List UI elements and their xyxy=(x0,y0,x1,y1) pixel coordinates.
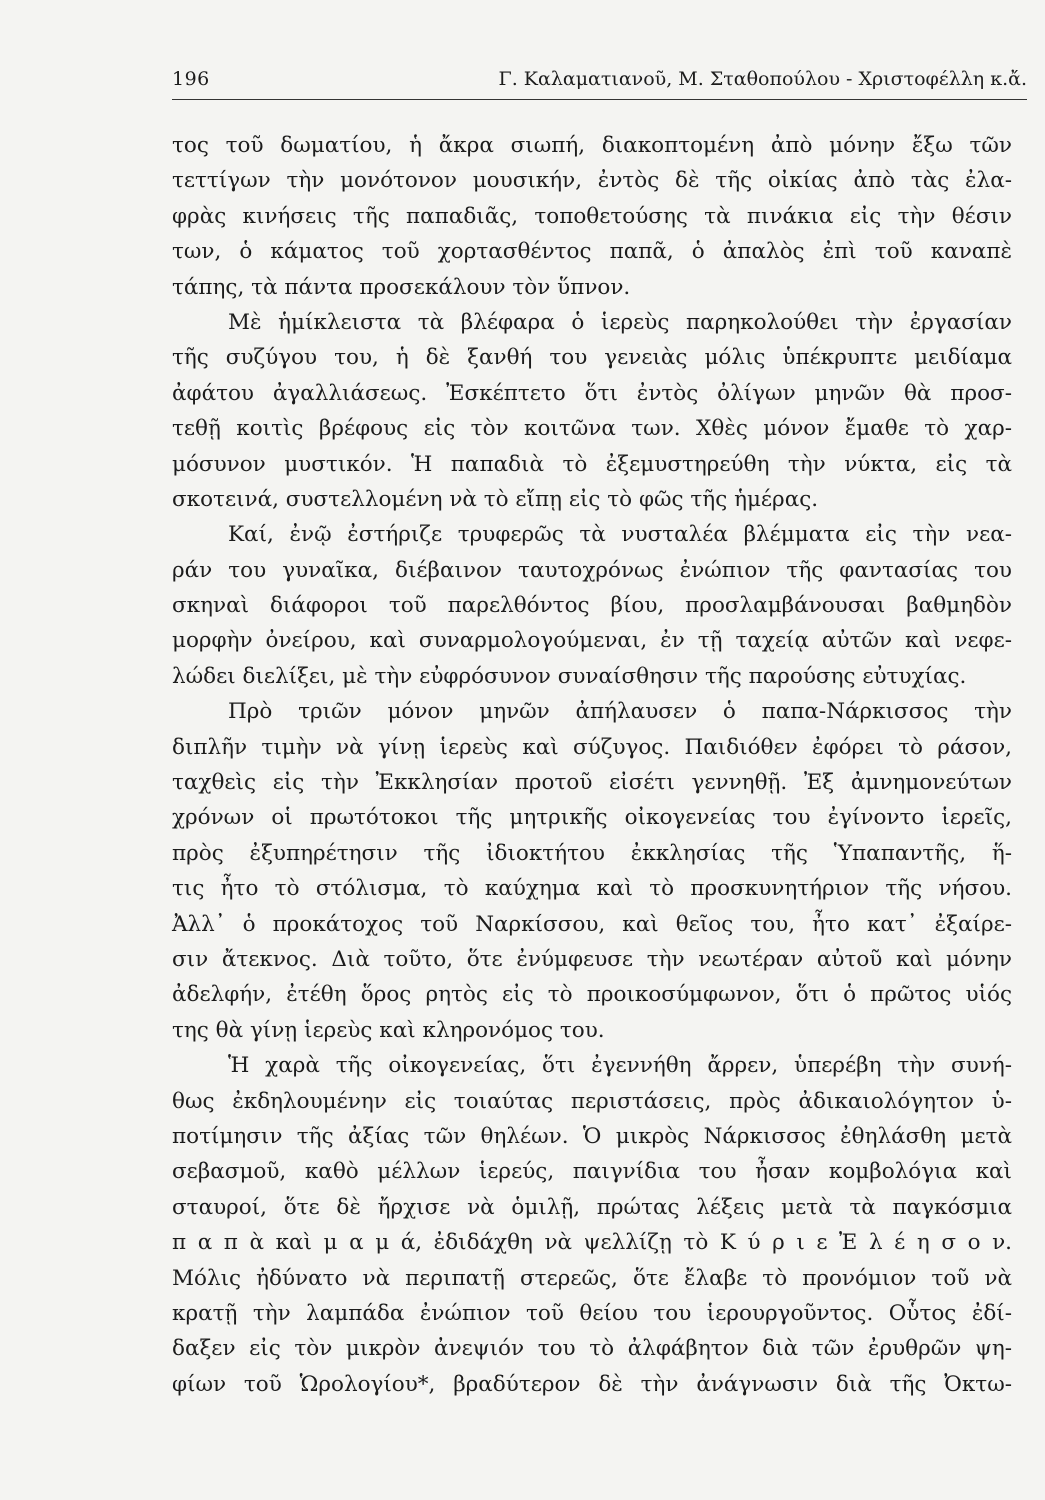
text-line: της θὰ γίνῃ ἱερεὺς καὶ κληρονόμος του. xyxy=(172,1017,605,1043)
text-line: μόσυνον μυστικόν. Ἡ παπαδιὰ τὸ ἐξεμυστηρεύθη τὴν νύκτα, εἰς τὰ xyxy=(172,451,1012,477)
header-rule xyxy=(172,99,1027,100)
text-line: ταχθεὶς εἰς τὴν Ἐκκλησίαν προτοῦ εἰσέτι γεννηθῇ. Ἐξ ἀμνημονεύτων xyxy=(172,770,1012,796)
text-line: φρὰς κινήσεις τῆς παπαδιᾶς, τοποθετούσης τὰ πινάκια εἰς τὴν θέσιν xyxy=(172,203,1012,229)
text-line: δαξεν εἰς τὸν μικρὸν ἀνεψιόν του τὸ ἀλφάβητον διὰ τῶν ἐρυθρῶν ψη- xyxy=(172,1336,1012,1362)
paragraph-start-line: Μὲ ἡμίκλειστα τὰ βλέφαρα ὁ ἱερεὺς παρηκολούθει τὴν ἐργασίαν xyxy=(228,309,1012,335)
text-line: σκηναὶ διάφοροι τοῦ παρελθόντος βίου, προσλαμβάνουσαι βαθμηδὸν xyxy=(172,593,1012,619)
text-line: πρὸς ἐξυπηρέτησιν τῆς ἰδιοκτήτου ἐκκλησίας τῆς Ὑπαπαντῆς, ἥ- xyxy=(172,840,1012,866)
page-number: 196 xyxy=(172,68,210,90)
text-line: σκοτεινά, συστελλομένη νὰ τὸ εἴπῃ εἰς τὸ φῶς τῆς ἡμέρας. xyxy=(172,486,819,512)
text-line: ποτίμησιν τῆς ἀξίας τῶν θηλέων. Ὁ μικρὸς Νάρκισσος ἐθηλάσθη μετὰ xyxy=(172,1123,1012,1149)
text-line: ἀφάτου ἀγαλλιάσεως. Ἐσκέπτετο ὅτι ἐντὸς ὀλίγων μηνῶν θὰ προσ- xyxy=(172,380,1012,406)
text-line: σιν ἄτεκνος. Διὰ τοῦτο, ὅτε ἐνύμφευσε τὴν νεωτέραν αὐτοῦ καὶ μόνην xyxy=(172,946,1012,972)
text-line: ἀδελφήν, ἐτέθη ὅρος ρητὸς εἰς τὸ προικοσύμφωνον, ὅτι ὁ πρῶτος υἱός xyxy=(172,982,1012,1008)
text-line: χρόνων οἱ πρωτότοκοι τῆς μητρικῆς οἰκογενείας του ἐγίνοντο ἱερεῖς, xyxy=(172,805,1012,831)
body-text xyxy=(172,128,1012,1402)
text-line: ράν του γυναῖκα, διέβαινον ταυτοχρόνως ἐνώπιον τῆς φαντασίας του xyxy=(172,557,1012,583)
text-line: τῆς συζύγου του, ἡ δὲ ξανθή του γενειὰς μόλις ὑπέκρυπτε μειδίαμα xyxy=(172,345,1012,371)
text-line: κρατῇ τὴν λαμπάδα ἐνώπιον τοῦ θείου του ἱερουργοῦντος. Οὗτος ἐδί- xyxy=(172,1300,1012,1326)
paragraph-start-line: Πρὸ τριῶν μόνον μηνῶν ἀπήλαυσεν ὁ παπα-Νάρκισσος τὴν xyxy=(228,699,1012,725)
text-line: σταυροί, ὅτε δὲ ἤρχισε νὰ ὁμιλῇ, πρώτας λέξεις μετὰ τὰ παγκόσμια xyxy=(172,1194,1012,1220)
text-line: Μόλις ἠδύνατο νὰ περιπατῇ στερεῶς, ὅτε ἔλαβε τὸ προνόμιον τοῦ νὰ xyxy=(172,1265,1012,1291)
text-line: τάπης, τὰ πάντα προσεκάλουν τὸν ὕπνον. xyxy=(172,274,631,300)
text-line: λώδει διελίξει, μὲ τὴν εὐφρόσυνον συναίσθησιν τῆς παρούσης εὐτυχίας. xyxy=(172,663,967,689)
text-line: των, ὁ κάματος τοῦ χορτασθέντος παπᾶ, ὁ ἀπαλὸς ἐπὶ τοῦ καναπὲ xyxy=(172,239,1012,265)
text-line: Ἀλλ᾽ ὁ προκάτοχος τοῦ Ναρκίσσου, καὶ θεῖος του, ἦτο κατ᾽ ἐξαίρε- xyxy=(172,911,1012,937)
text-line: σεβασμοῦ, καθὸ μέλλων ἱερεύς, παιγνίδια του ἦσαν κομβολόγια καὶ xyxy=(172,1159,1012,1185)
text-line: μορφὴν ὀνείρου, καὶ συναρμολογούμεναι, ἐν τῇ ταχείᾳ αὐτῶν καὶ νεφε- xyxy=(172,628,1012,654)
text-line: θως ἐκδηλουμένην εἰς τοιαύτας περιστάσεις, πρὸς ἀδικαιολόγητον ὑ- xyxy=(172,1088,1012,1114)
text-line: τος τοῦ δωματίου, ἡ ἄκρα σιωπή, διακοπτομένη ἀπὸ μόνην ἔξω τῶν xyxy=(172,133,1012,158)
page-header xyxy=(172,68,1027,100)
paragraph-start-line: Ἡ χαρὰ τῆς οἰκογενείας, ὅτι ἐγεννήθη ἄρρεν, ὑπερέβη τὴν συνή- xyxy=(228,1053,1012,1079)
text-line: τεθῇ κοιτὶς βρέφους εἰς τὸν κοιτῶνα των. Χθὲς μόνον ἔμαθε τὸ χαρ- xyxy=(172,416,1012,442)
text-line: τεττίγων τὴν μονότονον μουσικήν, ἐντὸς δὲ τῆς οἰκίας ἀπὸ τὰς ἐλα- xyxy=(172,168,1012,194)
text-line: διπλῆν τιμὴν νὰ γίνῃ ἱερεὺς καὶ σύζυγος. Παιδιόθεν ἐφόρει τὸ ράσον, xyxy=(172,734,1012,760)
text-line: π α π ὰ καὶ μ α μ ά, ἐδιδάχθη νὰ ψελλίζῃ τὸ Κ ύ ρ ι ε Ἐ λ έ η σ ο ν. xyxy=(172,1230,1012,1256)
paragraph-start-line: Καί, ἐνῷ ἐστήριζε τρυφερῶς τὰ νυσταλέα βλέμματα εἰς τὴν νεα- xyxy=(228,522,1012,548)
text-line: φίων τοῦ Ὡρολογίου*, βραδύτερον δὲ τὴν ἀνάγνωσιν διὰ τῆς Ὀκτω- xyxy=(172,1371,1012,1397)
running-head: Γ. Καλαματιανοῦ, Μ. Σταθοπούλου - Χριστοφέλλη κ.ἄ. xyxy=(498,68,1027,90)
text-line: τις ἦτο τὸ στόλισμα, τὸ καύχημα καὶ τὸ προσκυνητήριον τῆς νήσου. xyxy=(172,876,1012,902)
